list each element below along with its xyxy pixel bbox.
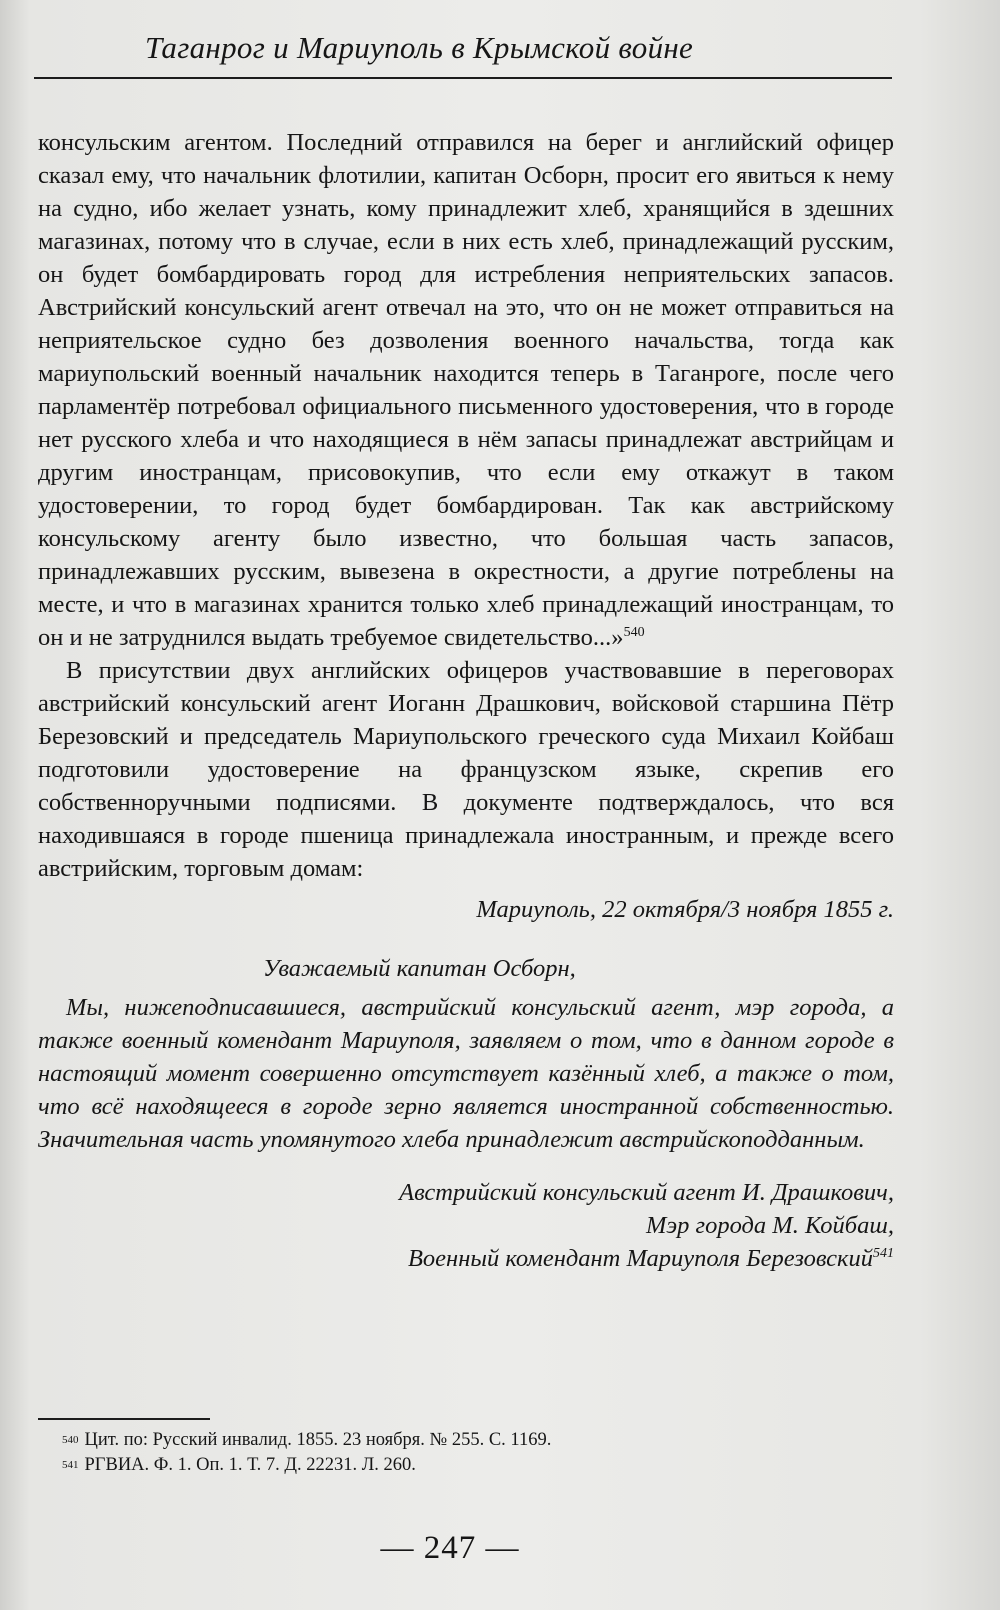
signature-block [38,1176,894,1275]
signature-line-last [38,1242,894,1275]
footnote-text: Цит. по: Русский инвалид. 1855. 23 ноября. № 255. С. 1169. [84,1430,552,1450]
paragraph-2: В присутствии двух английских офицеров участвовавшие в переговорах австрийский консульский агент Иоганн Драшкович, войсковой старшина Пётр Березовский и председатель Мариупольского греческого суда Михаил Койбаш подготовили удостоверение на французском языке, скрепив его собственноручными подписями. В документе подтверждалось, что вся находившаяся в городе пшеница принадлежала иностранным, и прежде всего австрийским, торговым домам: [38,657,894,882]
footnote-ref-541: 541 [873,1245,894,1261]
footnote-rule [38,1418,210,1420]
footnotes [62,1428,882,1478]
letter-salutation: Уважаемый капитан Осборн, [263,955,576,982]
footnote-number: 540 [62,1434,79,1446]
signature-line: Австрийский консульский агент И. Драшкович, [399,1179,894,1206]
signature-line-text: Военный комендант Мариуполя Березовский [407,1245,873,1272]
letter-block [38,952,894,1156]
quote-paragraph [38,126,894,654]
footnote-item [62,1453,882,1478]
footnote-ref-540: 540 [623,624,645,640]
footnote-text: РГВИА. Ф. 1. Оп. 1. Т. 7. Д. 22231. Л. 260. [84,1455,416,1475]
running-title: Таганрог и Мариуполь в Крымской войне [145,30,694,65]
signature-line: Мэр города М. Койбаш, [645,1212,894,1239]
letter-dateline: Мариуполь, 22 октября/3 ноября 1855 г. [476,896,894,923]
quote-paragraph-text: консульским агентом. Последний отправился на берег и английский офицер сказал ему, что начальник флотилии, капитан Осборн, просит его явиться к нему на судно, ибо желает узнать, кому принадлежит хлеб, хранящийся в здешних магазинах, потому что в случае, если в них есть хлеб, принадлежащий русским, он будет бомбардировать город для истребления неприятельских запасов. Австрийский консульский агент отвечал на это, что он не может отправиться на неприятельское судно без дозволения военного начальства, тогда как мариупольский военный начальник находится теперь в Таганроге, после чего парламентёр потребовал официального письменного удостоверения, что в городе нет русского хлеба и что находящиеся в нём запасы принадлежат австрийцам и другим иностранцам, присовокупив, что если ему откажут в таком удостоверении, то город будет бомбардирован. Так как австрийскому консульскому агенту было известно, что большая часть запасов, принадлежавших русским, вывезена в окрестности, а другие потреблены на месте, и что в магазинах хранится только хлеб принадлежащий иностранцам, то он и не затруднился выдать требуемое свидетельство...» [38,129,894,651]
footnote-number: 541 [62,1459,79,1471]
page-number: — 247 — [380,1530,520,1566]
footnote-item [62,1428,882,1453]
main-text [38,126,894,1275]
header-rule [34,77,892,79]
letter-text: Мы, нижеподписавшиеся, австрийский консульский агент, мэр города, а также военный комендант Мариуполя, заявляем о том, что в данном городе в настоящий момент совершенно отсутствует казённый хлеб, а также о том, что всё находящееся в городе зерно является иностранной собственностью. Значительная часть упомянутого хлеба принадлежит австрийскоподданным. [38,994,894,1153]
